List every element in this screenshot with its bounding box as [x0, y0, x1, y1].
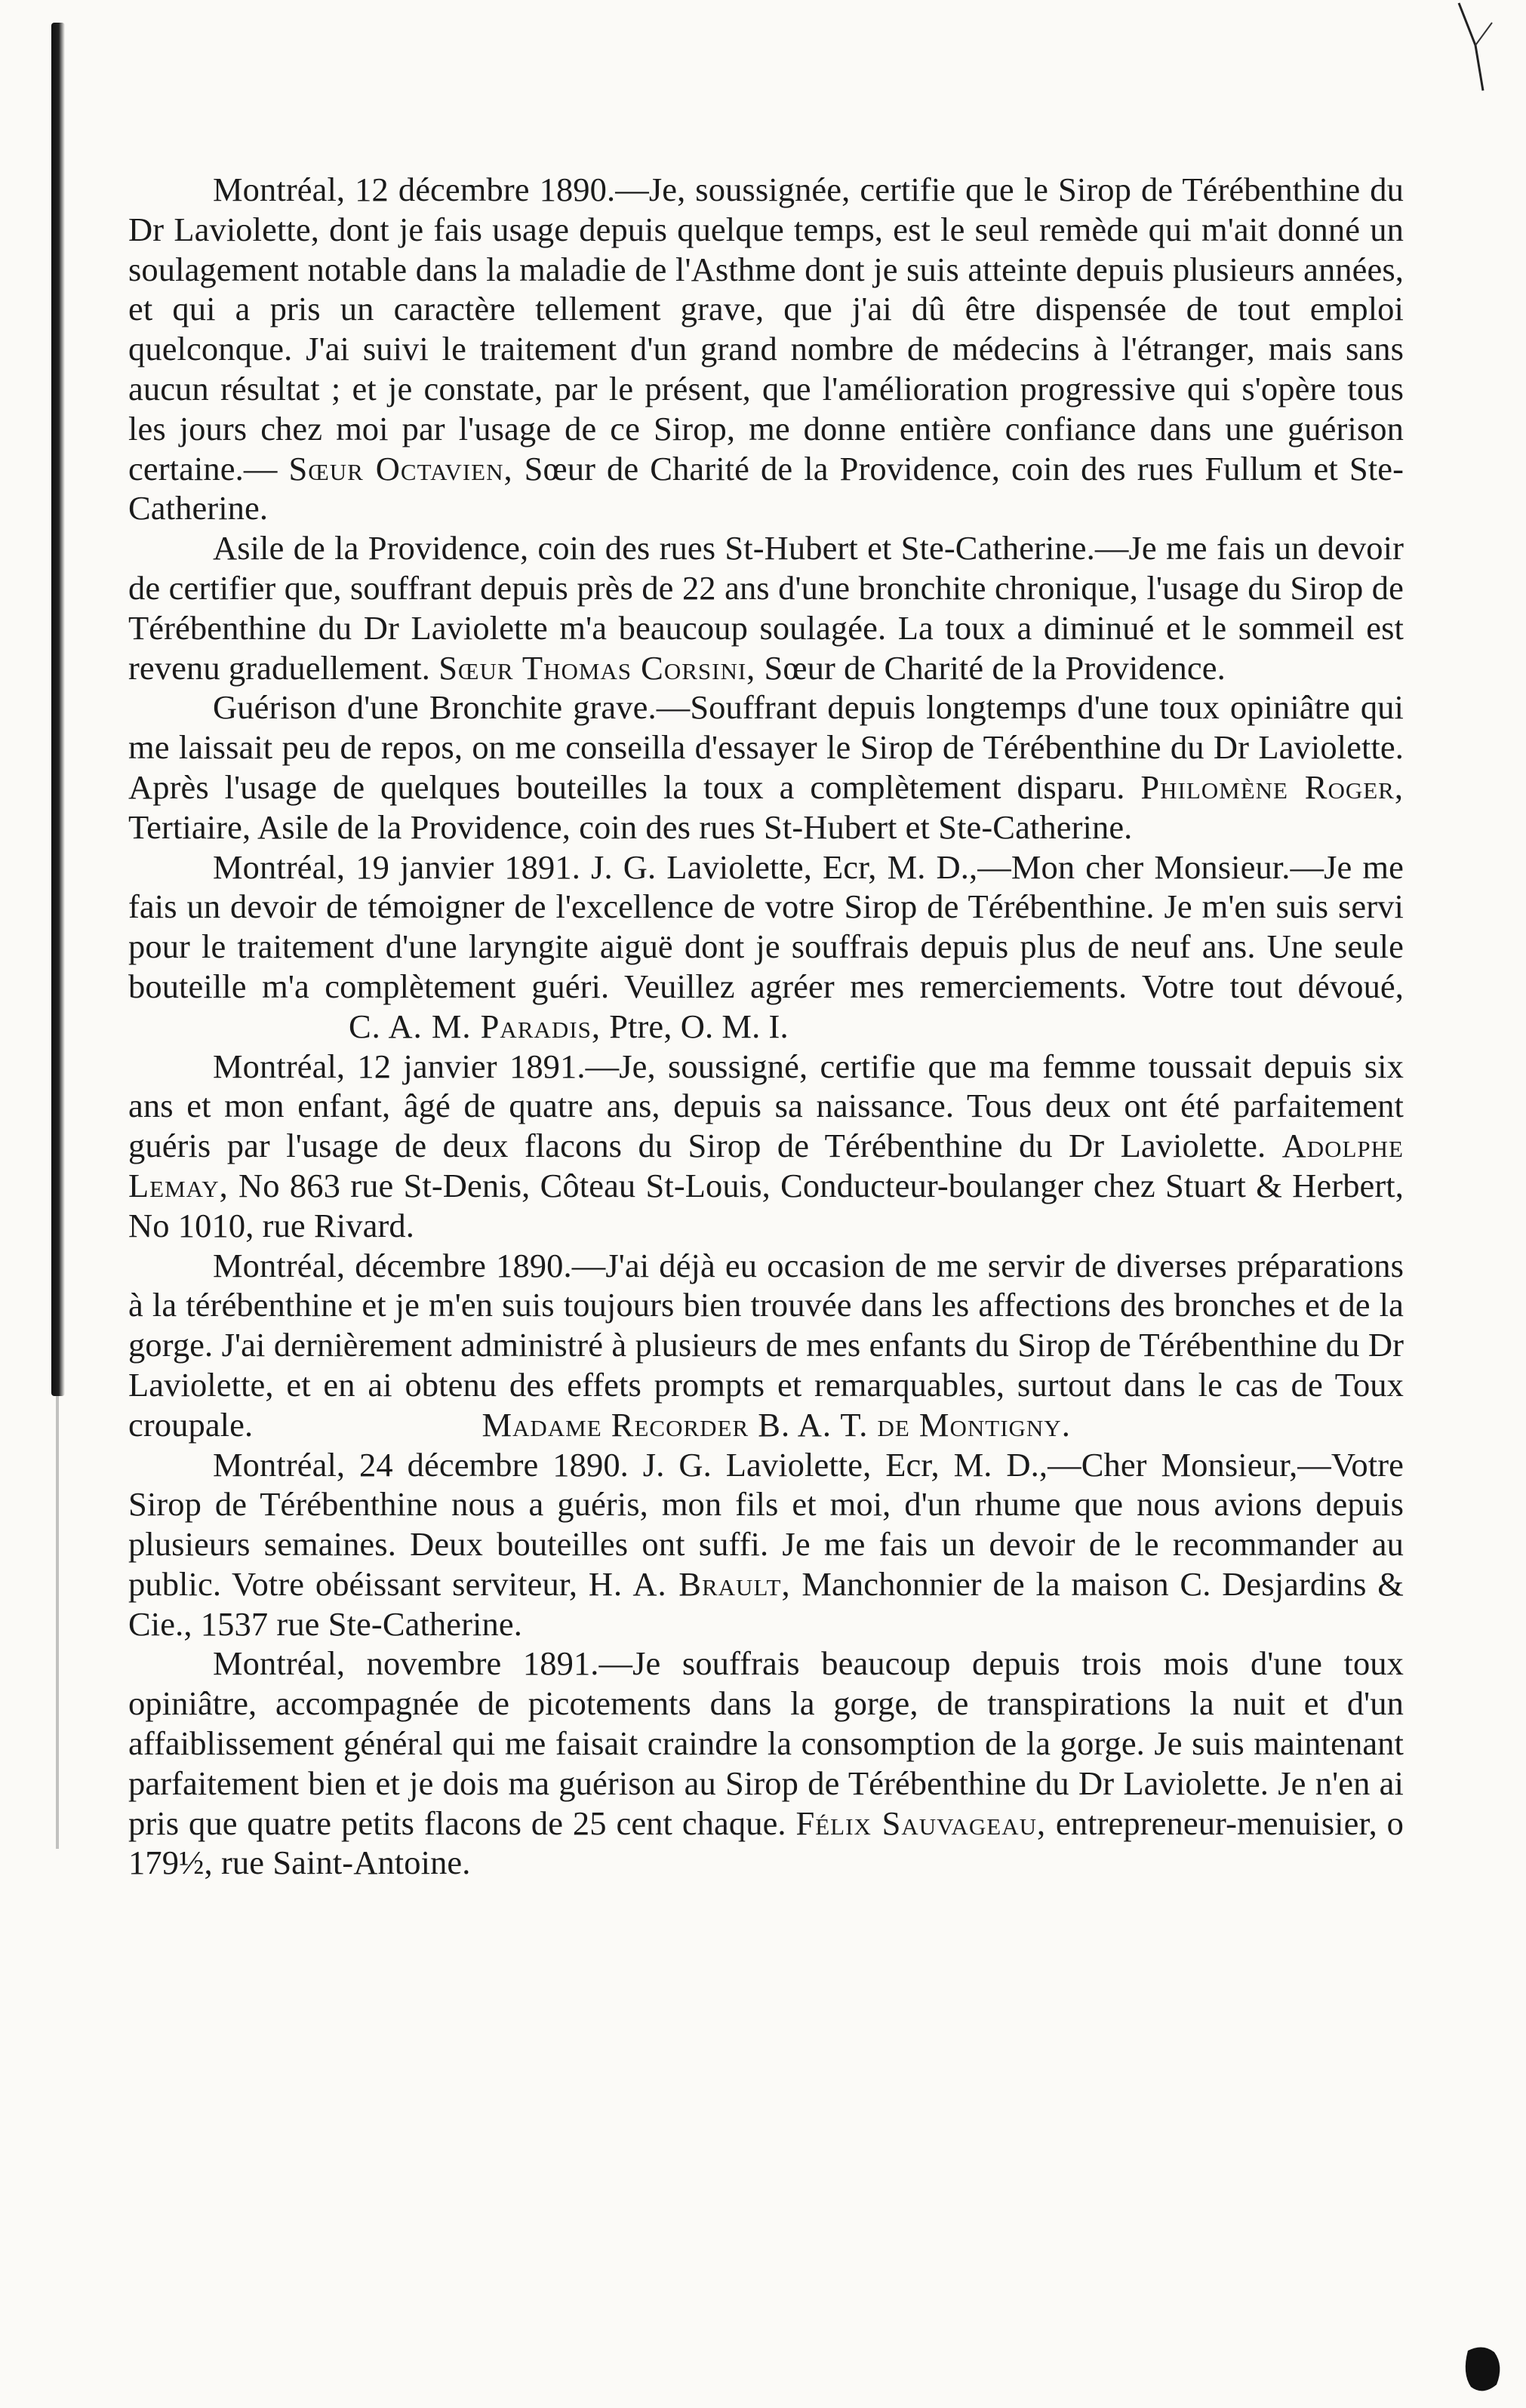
binding-edge: [51, 23, 65, 1396]
testimonial-after: entrepreneur-menuisier, o 179½, rue Saint-Antoine.: [128, 1804, 1404, 1882]
testimonial-text: Guérison d'une Bronchite grave.—Souffrant depuis longtemps d'une toux opiniâtre qui me laissait peu de repos, on me conseilla d'essayer le Sirop de Térébenthine du Dr Laviolette. Après l'usage de quelques bouteilles la toux a complètement disparu.: [128, 688, 1404, 806]
testimonial-signature: Adolphe Lemay,: [128, 1127, 1404, 1204]
testimonial-text: Asile de la Providence, coin des rues St-Hubert et Ste-Catherine.—Je me fais un devoir de certifier que, souffrant depuis près de 22 ans d'une bronchite chronique, l'usage du Sirop de Térébenthine du Dr Laviolette m'a beaucoup soulagée. La toux a diminué et le sommeil est revenu graduellement.: [128, 529, 1404, 687]
binding-shadow: [56, 1396, 59, 1849]
testimonial-text: Montréal, décembre 1890.—J'ai déjà eu occasion de me servir de diverses préparations à la térébenthine et je m'en suis toujours bien trouvée dans les affections des bronches et de la gorge. J'ai dernièrement administré à plusieurs de mes enfants du Sirop de Térébenthine du Dr Laviolette, et en ai obtenu des effets prompts et remarquables, surtout dans le cas de Toux croupale.: [128, 1246, 1404, 1444]
testimonial-paragraph: [128, 1246, 1404, 1445]
testimonial-signature: Sœur Thomas Corsini,: [438, 648, 756, 687]
testimonial-after: No 863 rue St-Denis, Côteau St-Louis, Conducteur-boulanger chez Stuart & Herbert, No 1010, rue Rivard.: [128, 1166, 1404, 1244]
testimonial-text: Montréal, 19 janvier 1891. J. G. Laviolette, Ecr, M. D.,—Mon cher Monsieur.—Je me fais un devoir de témoigner de l'excellence de votre Sirop de Térébenthine. Je m'en suis servi pour le traitement d'une laryngite aiguë dont je souffrais depuis plus de neuf ans. Une seule bouteille m'a complètement guéri. Veuillez agréer mes remerciements. Votre tout dévoué,: [128, 847, 1404, 1005]
ink-blot: [1460, 2343, 1506, 2396]
testimonial-text: Montréal, 24 décembre 1890. J. G. Laviolette, Ecr, M. D.,—Cher Monsieur,—Votre Sirop de Térébenthine nous a guéris, mon fils et moi, d'un rhume que nous avions depuis plusieurs semaines. Deux bouteilles ont suffi. Je me fais un devoir de le recommander au public. Votre obéissant serviteur,: [128, 1445, 1404, 1603]
testimonial-after: Manchonnier de la maison C. Desjardins & Cie., 1537 rue Ste-Catherine.: [128, 1564, 1404, 1643]
testimonial-signature: C. A. M. Paradis,: [349, 1007, 601, 1045]
testimonial-after: Tertiaire, Asile de la Providence, coin des rues St-Hubert et Ste-Catherine.: [128, 807, 1133, 846]
testimonial-text: Montréal, novembre 1891.—Je souffrais beaucoup depuis trois mois d'une toux opiniâtre, accompagnée de picotements dans la gorge, de transpirations la nuit et d'un affaiblissement général qui me faisait craindre la consomption de la gorge. Je suis maintenant parfaitement bien et je dois ma guérison au Sirop de Térébenthine du Dr Laviolette. Je n'en ai pris que quatre petits flacons de 25 cent chaque.: [128, 1644, 1404, 1842]
testimonial-text-block: [128, 170, 1404, 1883]
testimonial-after: Sœur de Charité de la Providence.: [755, 648, 1226, 687]
testimonial-signature: Sœur Octavien,: [288, 449, 513, 487]
testimonial-paragraph: [128, 170, 1404, 528]
testimonial-signature: Madame Recorder B. A. T. de Montigny.: [481, 1405, 1071, 1444]
signature-line: [397, 1405, 1070, 1445]
testimonial-paragraph: [128, 1644, 1404, 1883]
testimonial-after: Ptre, O. M. I.: [600, 1007, 789, 1045]
testimonial-signature: H. A. Brault,: [588, 1564, 791, 1603]
testimonial-after: Sœur de Charité de la Providence, coin des rues Fullum et Ste-Catherine.: [128, 449, 1404, 527]
testimonial-paragraph: [128, 687, 1404, 847]
testimonial-paragraph: [128, 528, 1404, 687]
signature-line: [264, 1007, 789, 1047]
testimonial-paragraph: [128, 847, 1404, 1047]
testimonial-text: Montréal, 12 décembre 1890.—Je, soussignée, certifie que le Sirop de Térébenthine du Dr Laviolette, dont je fais usage depuis quelque temps, est le seul remède qui m'ait donné un soulagement notable dans la maladie de l'Asthme dont je suis atteinte depuis plusieurs années, et qui a pris un caractère tellement grave, que j'ai dû être dispensée de tout emploi quelconque. J'ai suivi le traitement d'un grand nombre de médecins à l'étranger, mais sans aucun résultat ; et je constate, par le présent, que l'amélioration progressive qui s'opère tous les jours chez moi par l'usage de ce Sirop, me donne entière confiance dans une guérison certaine.—: [128, 171, 1404, 487]
testimonial-text: Montréal, 12 janvier 1891.—Je, soussigné, certifie que ma femme toussait depuis six ans et mon enfant, âgé de quatre ans, depuis sa naissance. Tous deux ont été parfaitement guéris par l'usage de deux flacons du Sirop de Térébenthine du Dr Laviolette.: [128, 1047, 1404, 1165]
testimonial-signature: Félix Sauvageau,: [795, 1804, 1047, 1842]
testimonial-paragraph: [128, 1047, 1404, 1246]
testimonial-paragraph: [128, 1445, 1404, 1644]
corner-ink-mark: [1453, 0, 1498, 106]
testimonial-signature: Philomène Roger,: [1140, 767, 1404, 806]
